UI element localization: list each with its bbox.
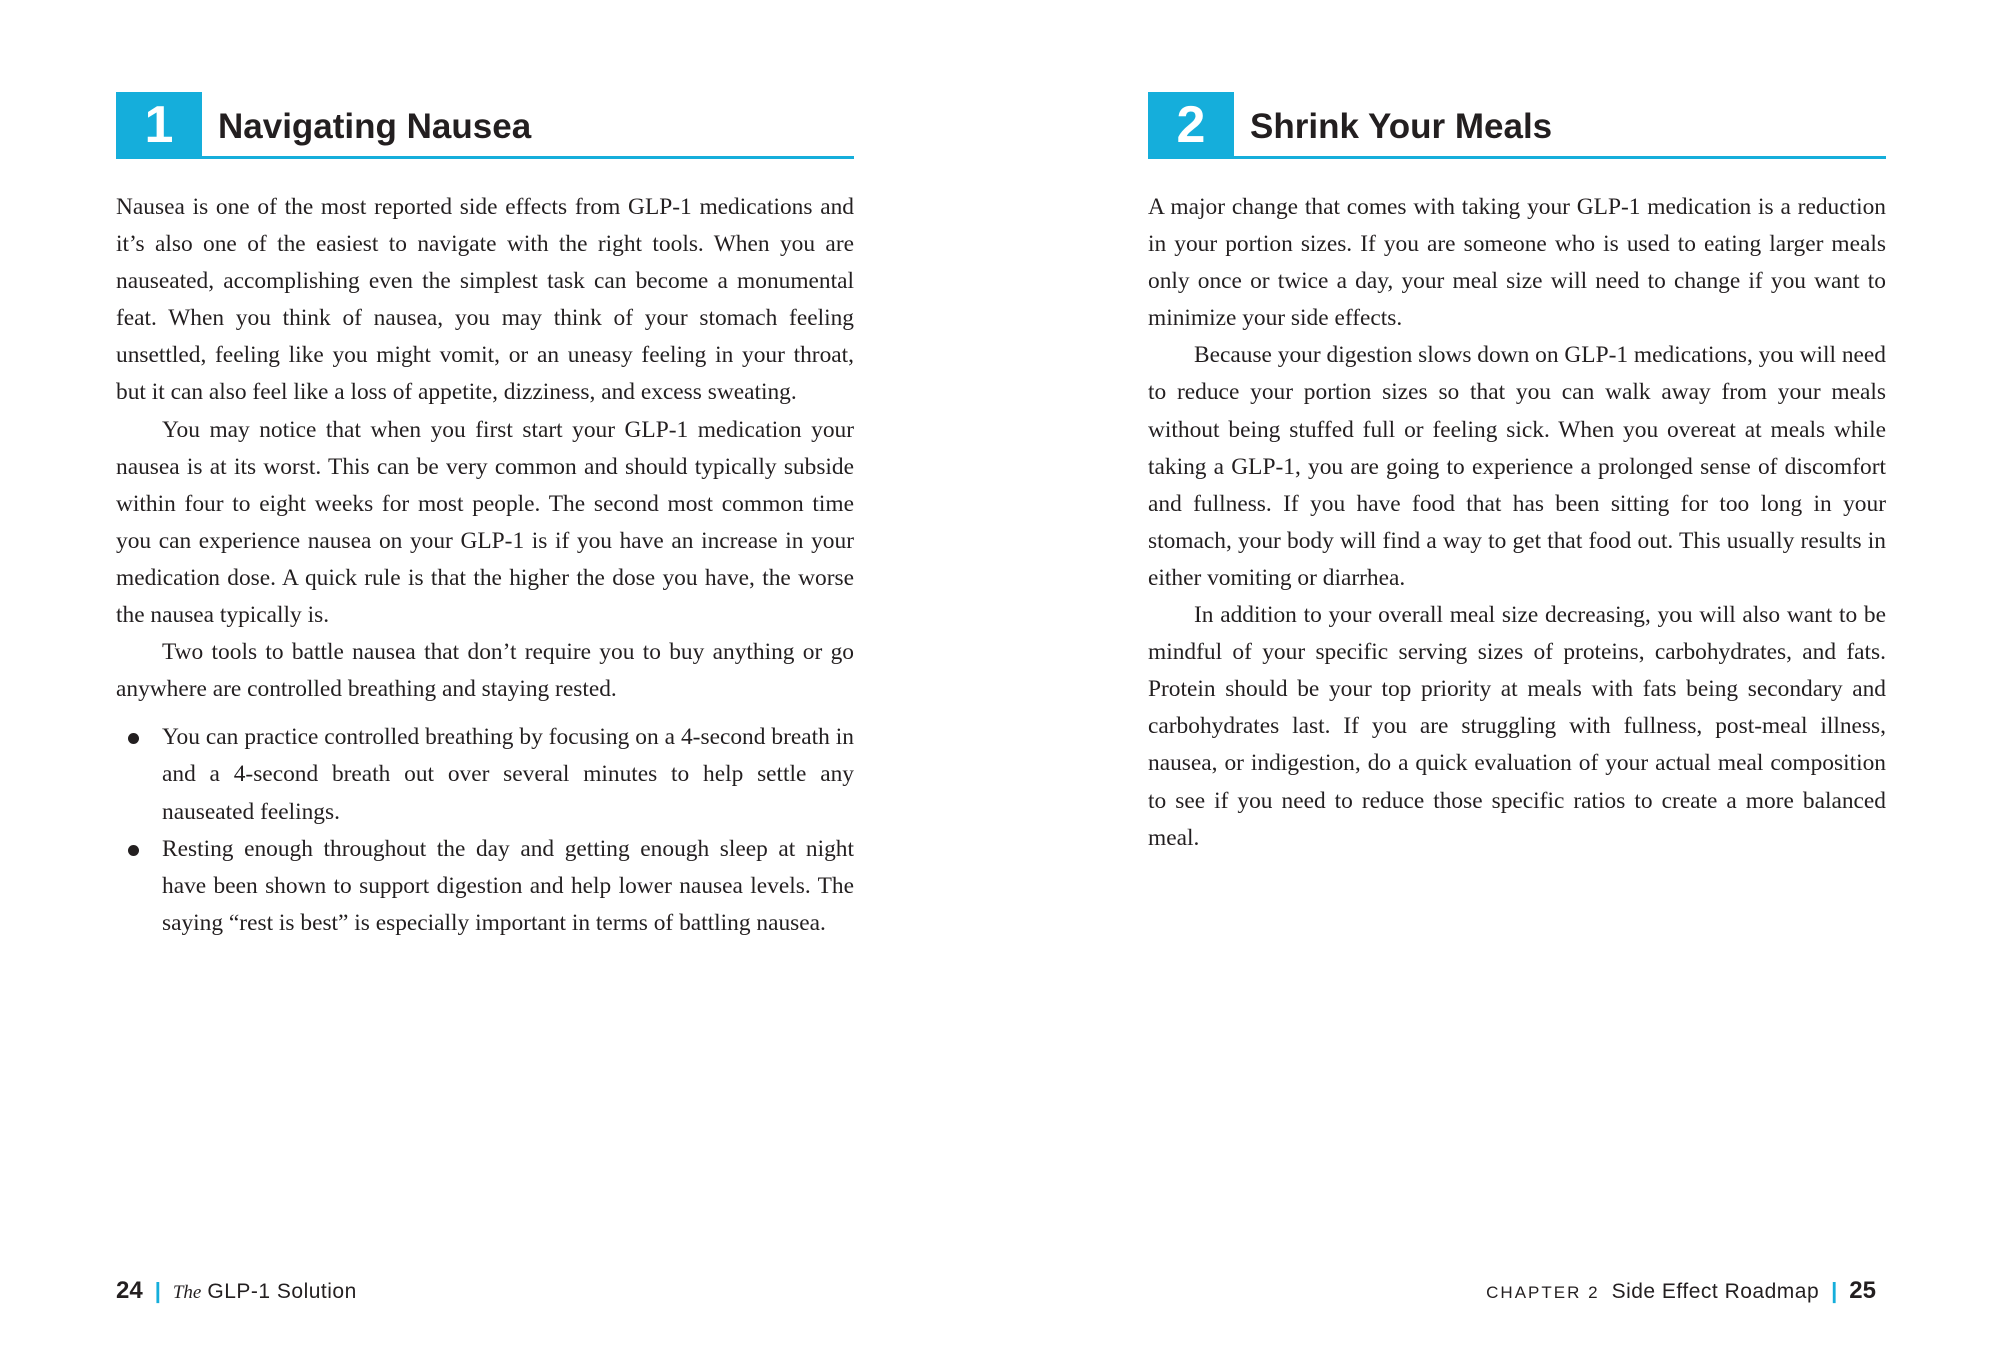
bullet-text: You can practice controlled breathing by focusing on a 4-second breath in and a 4-second breath out over several minutes to help settle any nauseated feelings. [162,724,854,825]
left-page-footer [116,1277,357,1305]
paragraph: You may notice that when you first start your GLP-1 medication your nausea is at its worst. This can be very common and should typically subside within four to eight weeks for most people. The second most common time you can experience nausea on your GLP-1 is if you have an increase in your medication dose. A quick rule is that the higher the dose you have, the worse the nausea typically is. [116,416,854,629]
bullet-text: Resting enough throughout the day and getting enough sleep at night have been shown to support digestion and help lower nausea levels. The saying “rest is best” is especially important in terms of battling nausea. [162,835,854,936]
paragraph: Because your digestion slows down on GLP-1 medications, you will need to reduce your portion sizes so that you can walk away from your meals without being stuffed full or feeling sick. When you overeat at meals while taking a GLP-1, you are going to experience a prolonged sense of discomfort and fullness. If you have food that has been sitting for too long in your stomach, your body will find a way to get that food out. This usually results in either vomiting or diarrhea. [1148,342,1886,591]
paragraph: Nausea is one of the most reported side effects from GLP-1 medications and it’s also one of the easiest to navigate with the right tools. When you are nauseated, accomplishing even the simplest task can become a monumental feat. When you think of nausea, you may think of your stomach feeling unsettled, feeling like you might vomit, or an uneasy feeling in your throat, but it can also feel like a loss of appetite, dizziness, and excess sweating. [116,194,854,406]
section-number-badge: 1 [116,92,202,156]
section-number-badge: 2 [1148,92,1234,156]
page-number: 25 [1849,1277,1876,1304]
book-title: GLP-1 Solution [207,1280,357,1303]
section-body [1148,189,1886,857]
section-title: Shrink Your Meals [1250,107,1553,146]
bullet-item [116,831,854,942]
section-body [116,189,854,942]
chapter-label: CHAPTER 2 [1486,1283,1600,1302]
bullet-dot-icon [128,845,139,856]
bullet-list [116,719,854,942]
bullet-item [116,719,854,830]
section-title: Navigating Nausea [218,107,532,146]
paragraph: In addition to your overall meal size decreasing, you will also want to be mindful of your specific serving sizes of proteins, carbohydrates, and fats. Protein should be your top priority at meals with fats being secondary and carbohydrates last. If you are struggling with fullness, post-meal illness, nausea, or indigestion, do a quick evaluation of your actual meal composition to see if you need to reduce those specific ratios to create a more balanced meal. [1148,602,1886,851]
bullet-dot-icon [128,733,139,744]
paragraph: A major change that comes with taking your GLP-1 medication is a reduction in your portion sizes. If you are someone who is used to eating larger meals only once or twice a day, your meal size will need to change if you want to minimize your side effects. [1148,194,1886,332]
book-title-prefix: The [172,1282,202,1303]
section-navigating-nausea [116,92,854,942]
paragraph: Two tools to battle nausea that don’t require you to buy anything or go anywhere are controlled breathing and staying rested. [116,639,854,703]
page-number: 24 [116,1277,143,1304]
footer-separator: | [154,1278,161,1303]
footer-separator: | [1831,1278,1838,1303]
section-header [1148,92,1886,159]
right-page [996,0,1992,1372]
section-header [116,92,854,159]
right-page-footer [1486,1277,1876,1305]
chapter-title: Side Effect Roadmap [1611,1280,1820,1303]
section-shrink-your-meals [1148,92,1886,857]
